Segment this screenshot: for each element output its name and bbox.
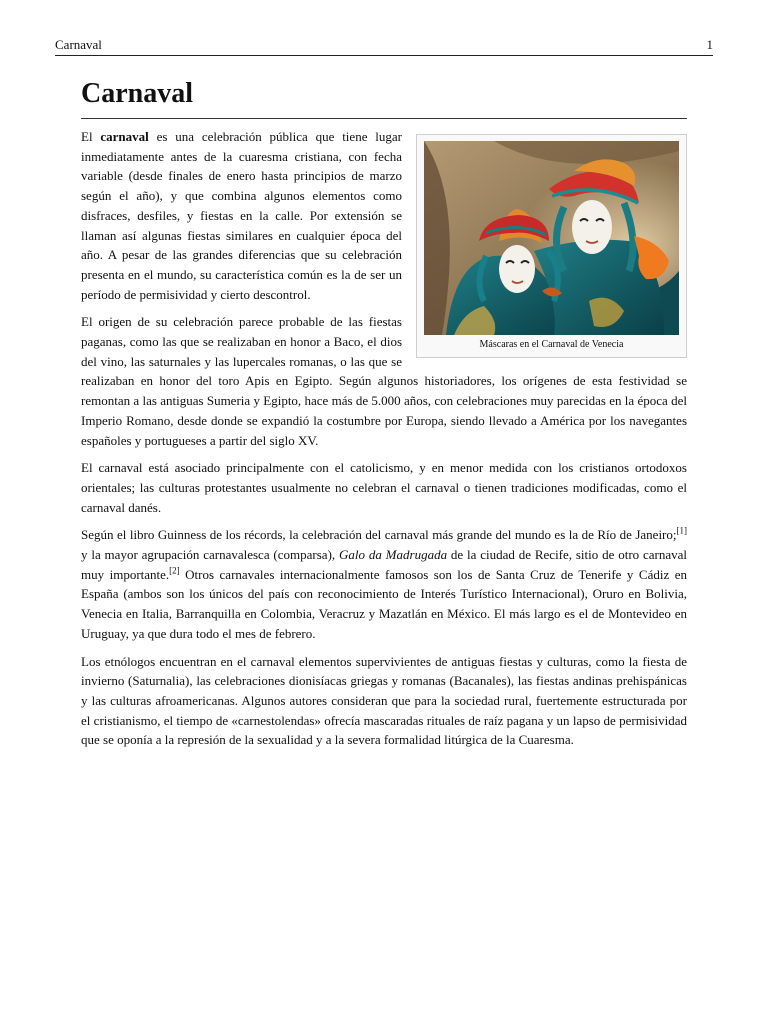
reference-link-2[interactable]: [2] <box>169 565 180 576</box>
paragraph-famous-text-4: Otros carnavales internacionalmente famosos son los de Santa Cruz de Tenerife y Cádiz en España (ambos son los únicos del país con reconocimiento de Interés Turístico Internacional), Oruro en Bolivia, Venecia en Italia, Barranquilla en Colombia, Veracruz y Mazatlán en México. El más largo es el de Montevideo en Uruguay, ya que dura todo el mes de febrero. <box>81 566 687 641</box>
galo-da-madrugada: Galo da Madrugada <box>339 547 448 563</box>
paragraph-famous-text-1: Según el libro Guinness de los récords, la celebración del carnaval más grande del mundo es la de Río de Janeiro; <box>81 527 677 543</box>
running-header <box>55 37 713 56</box>
paragraph-intro-text: es una celebración pública que tiene lugar inmediatamente antes de la cuaresma cristiana, con fecha variable (desde finales de enero hasta principios de marzo según el año), y que combina algunos elementos como disfraces, desfiles, y fiestas en la calle. Por extensión se llaman así algunas fiestas similares en cualquier época del año. A pesar de las grandes diferencias que su celebración presenta en el mundo, su característica común es la de ser un período de permisividad y cierto descontrol. <box>81 129 402 302</box>
running-header-title: Carnaval <box>55 37 102 52</box>
page-title: Carnaval <box>81 76 687 119</box>
term-carnaval: carnaval <box>100 129 149 144</box>
article-body <box>81 127 687 758</box>
paragraph-origin: El origen de su celebración parece probable de las fiestas paganas, como las que se realizaban en honor a Baco, el dios del vino, las saturnales y las lupercales romanas, o las que se realizaban en honor del toro Apis en Egipto. Según algunos historiadores, los orígenes de esta festividad se remontan a las antiguas Sumeria y Egipto, hace más de 5.000 años, con celebraciones muy parecidas en la época del Imperio Romano, desde donde se expandió la costumbre por Europa, siendo llevado a América por los navegantes españoles y portugueses a partir del siglo XV. <box>81 314 687 448</box>
paragraph-ethnology: Los etnólogos encuentran en el carnaval elementos supervivientes de antiguas fiestas y culturas, como la fiesta de invierno (Saturnalia), las celebraciones dionisíacas griegas y romanas (Bacanales), las fiestas andinas prehispánicas y las culturas afroamericanas. Algunos autores consideran que para la sociedad rural, fuertemente estructurada por el cristianismo, el tiempo de «carnestolendas» ofrecía mascaradas rituales de raíz pagana y un lapso de permisividad que se oponía a la represión de la sexualidad y a la severa formalidad litúrgica de la Cuaresma. <box>81 653 687 748</box>
paragraph-famous-text-2: y la mayor agrupación carnavalesca (comparsa), <box>81 547 339 563</box>
paragraph-intro-lead: El <box>81 129 101 144</box>
venice-masks-photo[interactable] <box>424 141 679 335</box>
reference-link-1[interactable]: [1] <box>676 526 687 537</box>
figure-thumbnail[interactable] <box>416 134 687 358</box>
figure-caption: Máscaras en el Carnaval de Venecia <box>479 339 624 350</box>
paragraph-famous-carnivals <box>81 525 687 643</box>
paragraph-religion: El carnaval está asociado principalmente con el catolicismo, y en menor medida con los cristianos ortodoxos orientales; las culturas protestantes usualmente no celebran el carnaval o tienen tradiciones modificadas, como el carnaval danés. <box>81 460 687 515</box>
page-number: 1 <box>706 37 713 52</box>
paragraph-famous-text-3: de la ciudad de Recife, sitio de otro carnaval muy importante. <box>81 547 688 582</box>
